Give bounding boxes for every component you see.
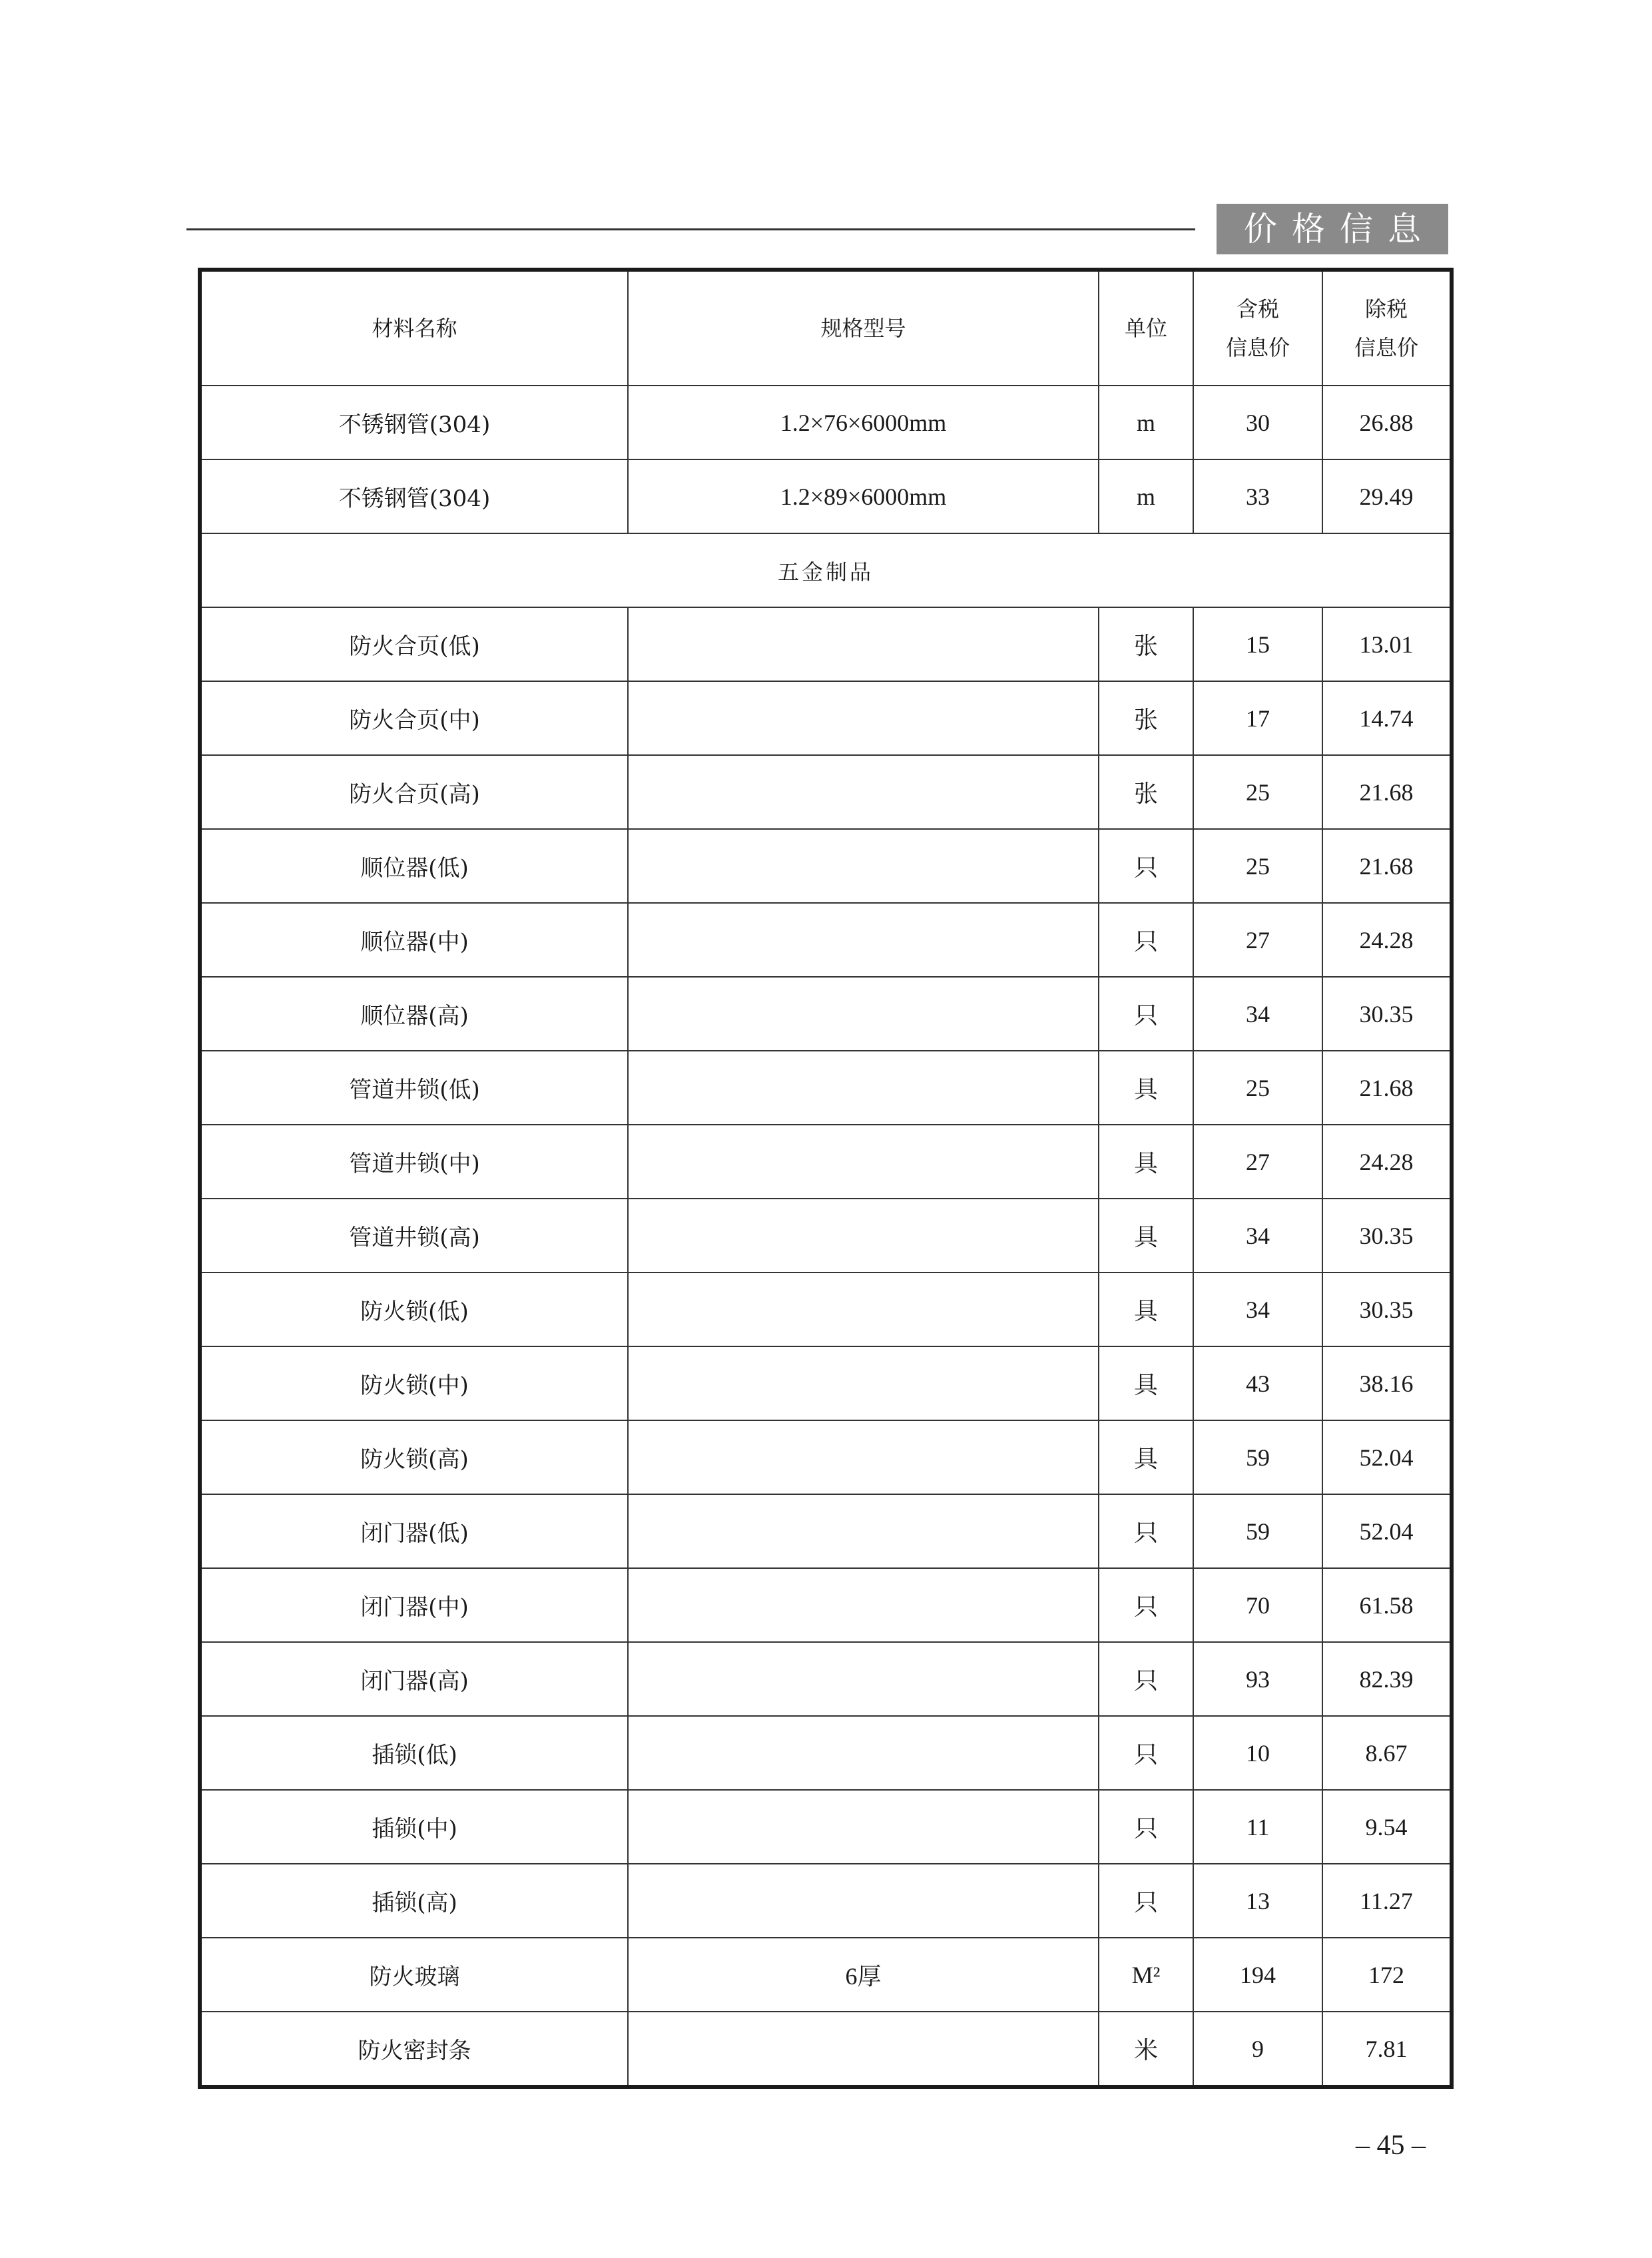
- cell-material-name: 防火合页(高): [200, 755, 628, 829]
- cell-unit: 张: [1099, 681, 1193, 755]
- cell-tax-inclusive-price: 34: [1193, 1272, 1322, 1346]
- cell-tax-inclusive-price: 70: [1193, 1568, 1322, 1642]
- cell-tax-inclusive-price: 93: [1193, 1642, 1322, 1716]
- cell-tax-exclusive-price: 14.74: [1322, 681, 1452, 755]
- table-row: [200, 1790, 1452, 1864]
- cell-tax-exclusive-price: 7.81: [1322, 2012, 1452, 2087]
- cell-material-name: 不锈钢管(304): [200, 386, 628, 459]
- cell-unit: 具: [1099, 1346, 1193, 1420]
- cell-tax-exclusive-price: 9.54: [1322, 1790, 1452, 1864]
- cell-unit: 具: [1099, 1272, 1193, 1346]
- col-header-spec: 规格型号: [628, 270, 1099, 386]
- cell-unit: 只: [1099, 977, 1193, 1051]
- cell-material-name: 防火锁(中): [200, 1346, 628, 1420]
- cell-tax-exclusive-price: 172: [1322, 1938, 1452, 2012]
- cell-spec: [628, 1494, 1099, 1568]
- cell-unit: 只: [1099, 1494, 1193, 1568]
- cell-unit: m: [1099, 386, 1193, 459]
- table-row: [200, 2012, 1452, 2087]
- cell-tax-exclusive-price: 82.39: [1322, 1642, 1452, 1716]
- cell-unit: M²: [1099, 1938, 1193, 2012]
- cell-spec: [628, 1420, 1099, 1494]
- cell-unit: 具: [1099, 1125, 1193, 1199]
- cell-spec: [628, 1790, 1099, 1864]
- section-title: 价格信息: [1217, 204, 1448, 254]
- cell-material-name: 防火合页(低): [200, 607, 628, 681]
- cell-tax-inclusive-price: 59: [1193, 1494, 1322, 1568]
- table-row: [200, 829, 1452, 903]
- cell-unit: 只: [1099, 1790, 1193, 1864]
- cell-tax-inclusive-price: 34: [1193, 977, 1322, 1051]
- cell-tax-exclusive-price: 13.01: [1322, 607, 1452, 681]
- cell-tax-inclusive-price: 17: [1193, 681, 1322, 755]
- table-row: [200, 1642, 1452, 1716]
- table-row: [200, 1125, 1452, 1199]
- cell-tax-inclusive-price: 11: [1193, 1790, 1322, 1864]
- cell-tax-inclusive-price: 30: [1193, 386, 1322, 459]
- cell-tax-exclusive-price: 21.68: [1322, 829, 1452, 903]
- cell-spec: [628, 1125, 1099, 1199]
- cell-material-name: 插锁(高): [200, 1864, 628, 1938]
- table-row: [200, 977, 1452, 1051]
- cell-material-name: 防火玻璃: [200, 1938, 628, 2012]
- table-row: [200, 1938, 1452, 2012]
- cell-tax-exclusive-price: 21.68: [1322, 755, 1452, 829]
- cell-material-name: 不锈钢管(304): [200, 459, 628, 533]
- cell-tax-inclusive-price: 13: [1193, 1864, 1322, 1938]
- cell-tax-inclusive-price: 27: [1193, 1125, 1322, 1199]
- cell-unit: 只: [1099, 903, 1193, 977]
- cell-spec: [628, 1716, 1099, 1790]
- cell-tax-exclusive-price: 52.04: [1322, 1494, 1452, 1568]
- cell-spec: 1.2×76×6000mm: [628, 386, 1099, 459]
- cell-material-name: 闭门器(高): [200, 1642, 628, 1716]
- table-row: [200, 1346, 1452, 1420]
- cell-tax-exclusive-price: 52.04: [1322, 1420, 1452, 1494]
- table-row: [200, 1494, 1452, 1568]
- cell-unit: 米: [1099, 2012, 1193, 2087]
- cell-tax-inclusive-price: 10: [1193, 1716, 1322, 1790]
- cell-material-name: 顺位器(低): [200, 829, 628, 903]
- cell-unit: 只: [1099, 1568, 1193, 1642]
- cell-tax-exclusive-price: 61.58: [1322, 1568, 1452, 1642]
- table-row: [200, 755, 1452, 829]
- header-rule: [186, 228, 1195, 230]
- cell-unit: 张: [1099, 755, 1193, 829]
- cell-material-name: 插锁(低): [200, 1716, 628, 1790]
- cell-spec: [628, 1864, 1099, 1938]
- cell-tax-exclusive-price: 24.28: [1322, 903, 1452, 977]
- cell-unit: 只: [1099, 1716, 1193, 1790]
- cell-material-name: 顺位器(高): [200, 977, 628, 1051]
- cell-material-name: 管道井锁(高): [200, 1199, 628, 1272]
- cell-tax-inclusive-price: 34: [1193, 1199, 1322, 1272]
- cell-tax-exclusive-price: 11.27: [1322, 1864, 1452, 1938]
- cell-spec: [628, 1346, 1099, 1420]
- cell-spec: [628, 1642, 1099, 1716]
- cell-spec: [628, 977, 1099, 1051]
- table-row: [200, 459, 1452, 533]
- cell-tax-exclusive-price: 21.68: [1322, 1051, 1452, 1125]
- table-row: [200, 681, 1452, 755]
- cell-tax-exclusive-price: 30.35: [1322, 1199, 1452, 1272]
- cell-tax-inclusive-price: 43: [1193, 1346, 1322, 1420]
- cell-tax-exclusive-price: 26.88: [1322, 386, 1452, 459]
- cell-spec: [628, 607, 1099, 681]
- cell-unit: 具: [1099, 1420, 1193, 1494]
- cell-tax-inclusive-price: 194: [1193, 1938, 1322, 2012]
- cell-material-name: 防火密封条: [200, 2012, 628, 2087]
- cell-spec: [628, 1051, 1099, 1125]
- price-table-container: [198, 268, 1450, 2089]
- cell-material-name: 闭门器(中): [200, 1568, 628, 1642]
- cell-tax-exclusive-price: 30.35: [1322, 1272, 1452, 1346]
- cell-material-name: 插锁(中): [200, 1790, 628, 1864]
- cell-spec: [628, 2012, 1099, 2087]
- table-body: [200, 386, 1452, 2087]
- cell-spec: 1.2×89×6000mm: [628, 459, 1099, 533]
- cell-tax-inclusive-price: 9: [1193, 2012, 1322, 2087]
- cell-tax-exclusive-price: 30.35: [1322, 977, 1452, 1051]
- cell-material-name: 闭门器(低): [200, 1494, 628, 1568]
- cell-spec: [628, 755, 1099, 829]
- cell-unit: m: [1099, 459, 1193, 533]
- cell-material-name: 顺位器(中): [200, 903, 628, 977]
- price-table: [198, 268, 1454, 2089]
- table-row: [200, 903, 1452, 977]
- cell-spec: 6厚: [628, 1938, 1099, 2012]
- cell-unit: 只: [1099, 1864, 1193, 1938]
- section-row: [200, 533, 1452, 607]
- table-row: [200, 1272, 1452, 1346]
- cell-tax-inclusive-price: 27: [1193, 903, 1322, 977]
- cell-unit: 具: [1099, 1051, 1193, 1125]
- table-row: [200, 1568, 1452, 1642]
- cell-material-name: 管道井锁(中): [200, 1125, 628, 1199]
- table-row: [200, 1864, 1452, 1938]
- cell-tax-inclusive-price: 25: [1193, 1051, 1322, 1125]
- table-row: [200, 1051, 1452, 1125]
- col-header-tax-exclusive-price: 除税 信息价: [1322, 270, 1452, 386]
- cell-spec: [628, 1272, 1099, 1346]
- col-header-unit: 单位: [1099, 270, 1193, 386]
- cell-spec: [628, 903, 1099, 977]
- cell-material-name: 防火合页(中): [200, 681, 628, 755]
- cell-material-name: 防火锁(低): [200, 1272, 628, 1346]
- cell-tax-exclusive-price: 24.28: [1322, 1125, 1452, 1199]
- cell-tax-inclusive-price: 59: [1193, 1420, 1322, 1494]
- section-label: 五金制品: [200, 533, 1452, 607]
- cell-spec: [628, 829, 1099, 903]
- table-row: [200, 1199, 1452, 1272]
- cell-tax-exclusive-price: 8.67: [1322, 1716, 1452, 1790]
- cell-tax-exclusive-price: 29.49: [1322, 459, 1452, 533]
- cell-tax-inclusive-price: 25: [1193, 755, 1322, 829]
- cell-material-name: 管道井锁(低): [200, 1051, 628, 1125]
- table-row: [200, 1716, 1452, 1790]
- table-row: [200, 386, 1452, 459]
- page-number: – 45 –: [1356, 2130, 1426, 2161]
- cell-tax-inclusive-price: 33: [1193, 459, 1322, 533]
- cell-unit: 只: [1099, 1642, 1193, 1716]
- cell-tax-inclusive-price: 25: [1193, 829, 1322, 903]
- table-row: [200, 1420, 1452, 1494]
- cell-unit: 只: [1099, 829, 1193, 903]
- cell-tax-exclusive-price: 38.16: [1322, 1346, 1452, 1420]
- table-row: [200, 607, 1452, 681]
- table-header-row: [200, 270, 1452, 386]
- col-header-material-name: 材料名称: [200, 270, 628, 386]
- col-header-tax-inclusive-price: 含税 信息价: [1193, 270, 1322, 386]
- cell-unit: 张: [1099, 607, 1193, 681]
- cell-unit: 具: [1099, 1199, 1193, 1272]
- cell-spec: [628, 1568, 1099, 1642]
- cell-spec: [628, 681, 1099, 755]
- cell-material-name: 防火锁(高): [200, 1420, 628, 1494]
- cell-spec: [628, 1199, 1099, 1272]
- cell-tax-inclusive-price: 15: [1193, 607, 1322, 681]
